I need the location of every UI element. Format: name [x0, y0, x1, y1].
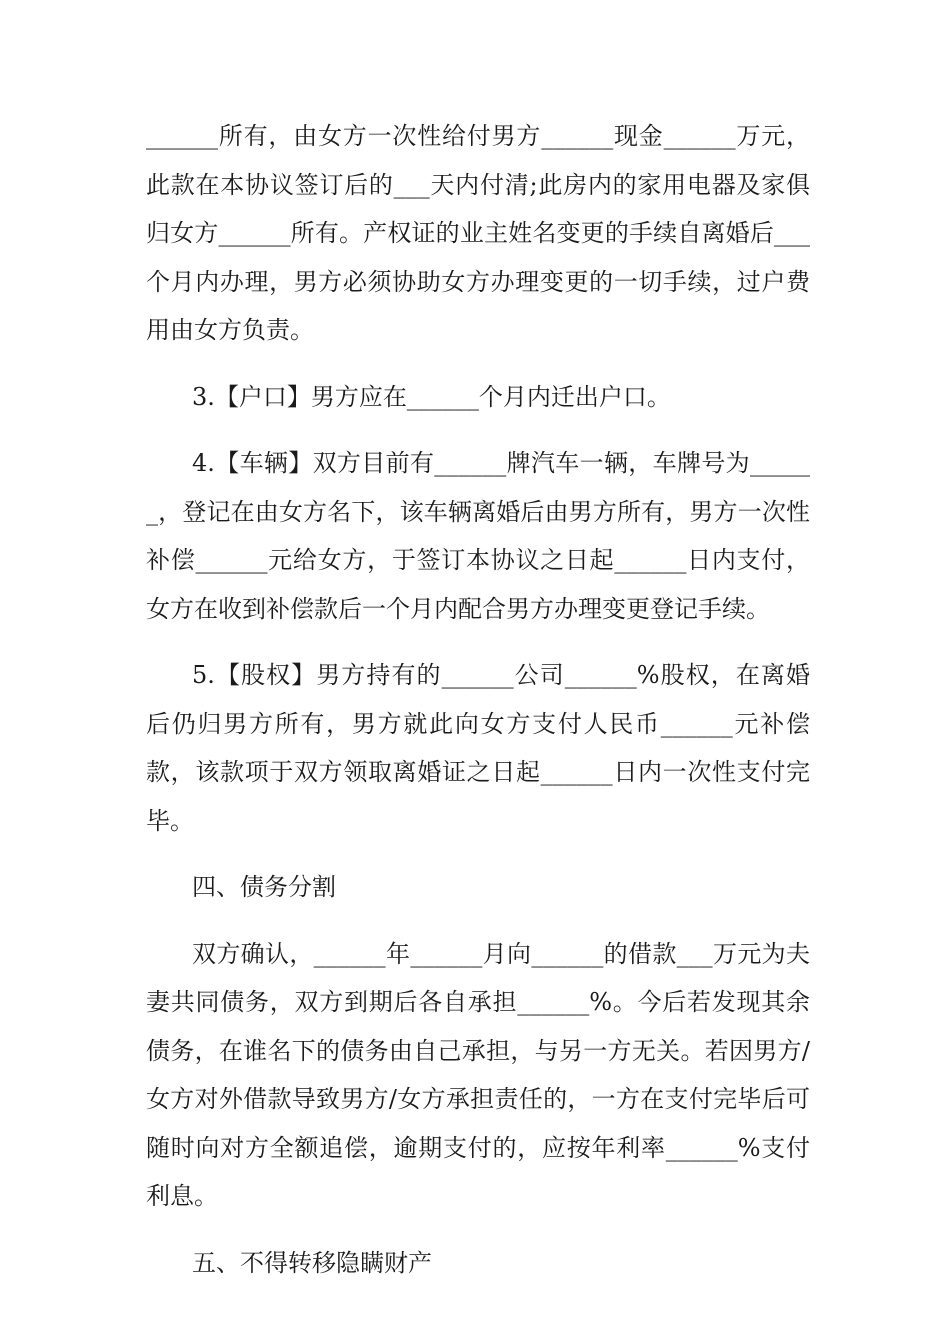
section-heading-debt-division: 四、债务分割 — [192, 873, 336, 901]
property-clause-continuation: ______所有，由女方一次性给付男方______现金______万元，此款在本协议签订后的___天内付清;此房内的家用电器及家俱归女方______所有。产权证的业主姓名变更的手续自离婚后___个月内办理，男方必须协助女方办理变更的一切手续，过户费用由女方负责。 — [146, 122, 810, 344]
equity-clause: 5.【股权】男方持有的______公司______%股权，在离婚后仍归男方所有，男方就此向女方支付人民币______元补偿款，该款项于双方领取离婚证之日起______日内一次性支付完毕。 — [146, 661, 810, 835]
household-registration-clause: 3.【户口】男方应在______个月内迁出户口。 — [192, 382, 671, 411]
document-page — [146, 112, 810, 1305]
debt-division-clause: 双方确认，______年______月向______的借款___万元为夫妻共同债务，双方到期后各自承担______%。今后若发现其余债务，在谁名下的债务由自己承担，与另一方无关。若因男方/女方对外借款导致男方/女方承担责任的，一方在支付完毕后可随时向对方全额追偿，逾期支付的，应按年利率______%支付利息。 — [146, 939, 810, 1210]
section-heading-no-concealment: 五、不得转移隐瞒财产 — [192, 1248, 432, 1277]
vehicle-clause: 4.【车辆】双方目前有______牌汽车一辆，车牌号为______，登记在由女方名下，该车辆离婚后由男方所有，男方一次性补偿______元给女方，于签订本协议之日起______日内支付，女方在收到补偿款后一个月内配合男方办理变更登记手续。 — [146, 449, 810, 623]
